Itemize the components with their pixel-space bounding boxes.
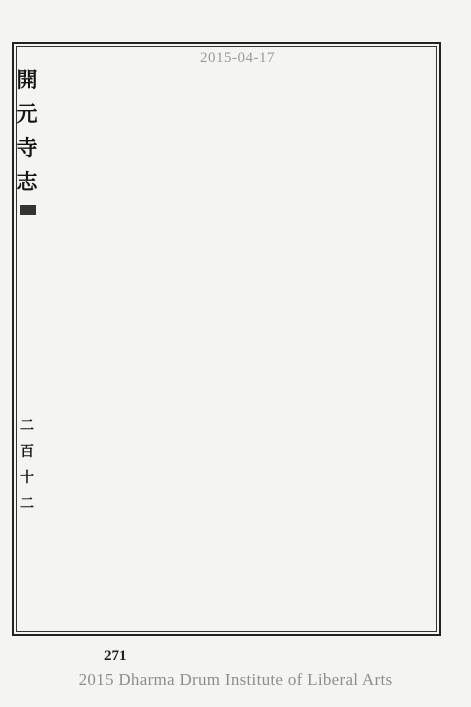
- text-column: [302, 66, 330, 606]
- text-column: [330, 66, 358, 606]
- text-column: [78, 66, 106, 606]
- leaf-number: 二 百 十 二: [20, 418, 34, 512]
- text-column: [106, 66, 134, 606]
- scan-date-stamp: 2015-04-17: [200, 50, 275, 66]
- page-number: 271: [104, 648, 127, 664]
- binding-mark: [20, 205, 36, 215]
- text-column: [386, 66, 414, 606]
- text-column: [162, 66, 190, 606]
- text-column: [274, 66, 302, 606]
- text-column: [190, 66, 218, 606]
- text-column: [218, 66, 246, 606]
- book-title: 開 元 寺 志: [16, 67, 38, 194]
- text-column: [246, 66, 274, 606]
- text-column: [358, 66, 386, 606]
- text-column: [134, 66, 162, 606]
- watermark: 2015 Dharma Drum Institute of Liberal Arts: [78, 670, 393, 689]
